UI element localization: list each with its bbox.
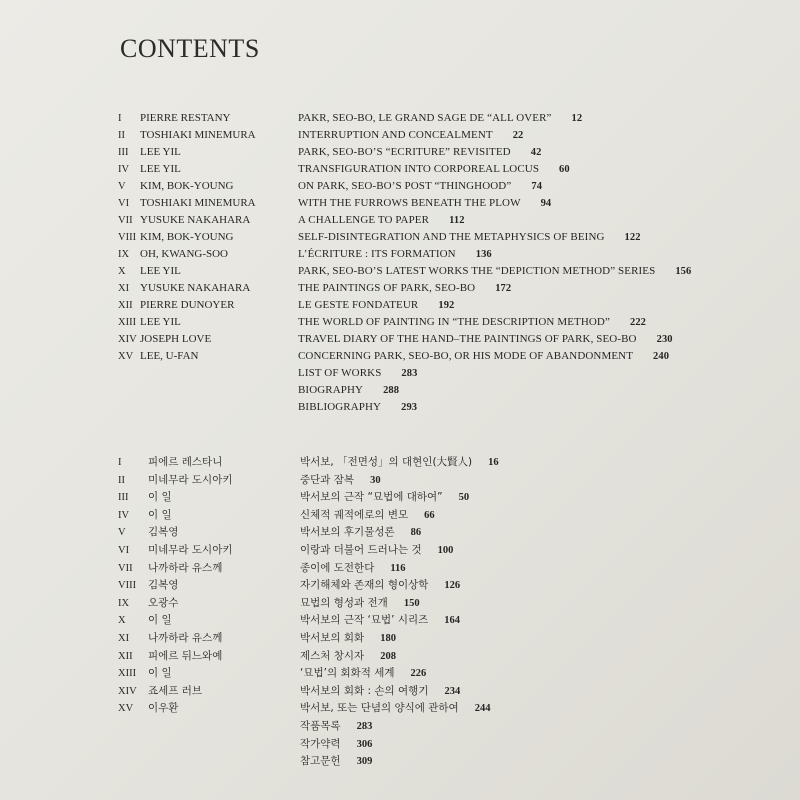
- chapter-number: IX: [118, 249, 130, 260]
- essay-title: [298, 331, 673, 348]
- author-name: KIM, BOK-YOUNG: [140, 231, 234, 243]
- korean-entry: [0, 665, 800, 683]
- page-number: 116: [390, 562, 406, 574]
- author-name: LEE YIL: [140, 316, 181, 328]
- page-number: 180: [380, 632, 396, 644]
- essay-title-text: 박서보의 근작 “묘법에 대하여”: [300, 491, 443, 504]
- page-number: 208: [380, 650, 396, 662]
- essay-title: [300, 612, 460, 630]
- author-name: 피에르 뒤느와예: [148, 649, 223, 662]
- page-number: 156: [675, 266, 692, 277]
- chapter-number: XI: [118, 632, 130, 644]
- chapter-number: IV: [118, 164, 130, 175]
- author-name: 이 일: [148, 667, 172, 680]
- appendix-title-text: LIST OF WORKS: [298, 367, 382, 379]
- essay-title-text: 중단과 잠복: [300, 473, 355, 486]
- author-name: 피에르 레스타니: [148, 456, 223, 468]
- essay-title-text: PAKR, SEO-BO, LE GRAND SAGE DE “ALL OVER”: [298, 112, 552, 124]
- english-entry: [0, 161, 800, 178]
- essay-title: [300, 472, 381, 490]
- essay-title: [300, 524, 421, 542]
- page-number: 293: [401, 402, 418, 413]
- author-name: LEE YIL: [140, 163, 181, 175]
- essay-title: [298, 280, 511, 297]
- essay-title-text: A CHALLENGE TO PAPER: [298, 214, 430, 226]
- author-name: 미네무라 도시아키: [148, 473, 233, 486]
- essay-title-text: 이랑과 더불어 드러나는 것: [300, 543, 422, 556]
- chapter-number: X: [118, 266, 126, 277]
- chapter-number: VI: [118, 544, 130, 556]
- page-number: 74: [531, 181, 543, 192]
- english-entry: [0, 314, 800, 331]
- korean-appendix-entry: [0, 753, 800, 771]
- essay-title-text: THE PAINTINGS OF PARK, SEO-BO: [298, 282, 476, 294]
- essay-title-text: SELF-DISINTEGRATION AND THE METAPHYSICS OF BEING: [298, 231, 605, 243]
- chapter-number: XII: [118, 650, 133, 662]
- essay-title-text: ON PARK, SEO-BO’S POST “THINGHOOD”: [298, 180, 512, 192]
- page-number: 283: [356, 720, 373, 732]
- page-number: 234: [444, 685, 461, 697]
- essay-title: [300, 595, 420, 613]
- chapter-number: III: [118, 492, 129, 504]
- essay-title-text: 박서보, 또는 단념의 양식에 관하여: [300, 702, 459, 715]
- author-name: 김복영: [148, 526, 179, 539]
- english-entry: [0, 280, 800, 297]
- chapter-number: XIV: [118, 334, 137, 345]
- essay-title: [300, 454, 499, 472]
- appendix-title-text: 참고문헌: [300, 755, 341, 768]
- essay-title-text: 종이에 도전한다: [300, 561, 375, 574]
- chapter-number: I: [118, 113, 122, 124]
- english-entry: [0, 178, 800, 195]
- essay-title-text: 박서보의 회화 : 손의 여행기: [300, 684, 429, 697]
- essay-title-text: 묘법의 형성과 전개: [300, 596, 388, 609]
- essay-title-text: 제스처 창시자: [300, 649, 365, 662]
- author-name: YUSUKE NAKAHARA: [140, 282, 251, 294]
- author-name: TOSHIAKI MINEMURA: [140, 129, 256, 141]
- essay-title: [300, 542, 453, 560]
- english-appendix-entry: [0, 382, 800, 399]
- korean-entry: [0, 648, 800, 666]
- essay-title: [298, 110, 582, 127]
- author-name: 이 일: [148, 614, 172, 627]
- chapter-number: V: [118, 527, 126, 539]
- english-entry: [0, 348, 800, 365]
- essay-title: [300, 507, 435, 525]
- essay-title: [300, 560, 406, 578]
- page-number: 22: [512, 130, 524, 141]
- korean-entry: [0, 577, 800, 595]
- author-name: LEE YIL: [140, 265, 181, 277]
- page-number: 112: [449, 215, 465, 226]
- essay-title: [298, 348, 669, 365]
- page-number: 230: [656, 334, 673, 345]
- page-number: 42: [530, 147, 542, 158]
- author-name: YUSUKE NAKAHARA: [140, 214, 251, 226]
- english-entry: [0, 212, 800, 229]
- english-contents: [0, 110, 800, 416]
- chapter-number: VII: [118, 215, 133, 226]
- korean-entry: [0, 630, 800, 648]
- page-number: 288: [383, 385, 400, 396]
- chapter-number: XIV: [118, 685, 137, 697]
- page-number: 283: [401, 368, 418, 379]
- page-number: 222: [629, 317, 647, 328]
- korean-appendix-entry: [0, 718, 800, 736]
- essay-title-text: THE WORLD OF PAINTING IN “THE DESCRIPTION METHOD”: [298, 316, 610, 328]
- contents-title: CONTENTS: [120, 34, 260, 63]
- page-number: 60: [559, 164, 570, 175]
- appendix-title: [300, 736, 372, 754]
- korean-entry: [0, 612, 800, 630]
- korean-entry: [0, 560, 800, 578]
- essay-title-text: 박서보의 회화: [300, 631, 365, 644]
- author-name: 이 일: [148, 491, 172, 504]
- korean-entry: [0, 489, 800, 507]
- essay-title: [298, 229, 641, 246]
- english-entry: [0, 229, 800, 246]
- chapter-number: VIII: [118, 232, 137, 243]
- chapter-number: II: [118, 474, 125, 486]
- page-number: 50: [458, 492, 470, 504]
- page-number: 16: [488, 457, 499, 468]
- chapter-number: XII: [118, 300, 133, 311]
- author-name: PIERRE RESTANY: [140, 112, 231, 124]
- essay-title: [298, 178, 542, 195]
- essay-title: [298, 127, 523, 144]
- author-name: 죠세프 러브: [148, 684, 203, 697]
- author-name: 나까하라 유스께: [148, 631, 223, 644]
- korean-entry: [0, 683, 800, 701]
- korean-contents: [0, 454, 800, 771]
- essay-title: [300, 489, 469, 507]
- english-entry: [0, 127, 800, 144]
- essay-title-text: WITH THE FURROWS BENEATH THE PLOW: [298, 197, 521, 209]
- chapter-number: XV: [118, 351, 134, 362]
- appendix-title: [298, 399, 417, 416]
- essay-title-text: 신체적 궤적에로의 변모: [300, 508, 409, 521]
- korean-entry: [0, 454, 800, 472]
- page-number: 164: [444, 615, 461, 627]
- page-number: 66: [424, 509, 435, 521]
- chapter-number: X: [118, 615, 126, 627]
- page-number: 12: [571, 113, 583, 124]
- chapter-number: XIII: [118, 668, 137, 680]
- page-number: 126: [444, 580, 461, 592]
- chapter-number: II: [118, 130, 125, 141]
- chapter-number: IX: [118, 597, 130, 609]
- author-name: 나까하라 유스께: [148, 561, 223, 574]
- appendix-title: [300, 718, 372, 736]
- author-name: 김복영: [148, 579, 179, 592]
- author-name: LEE YIL: [140, 146, 181, 158]
- appendix-title-text: 작가약력: [300, 737, 341, 750]
- english-entry: [0, 144, 800, 161]
- page-number: 309: [356, 756, 373, 768]
- appendix-title: [300, 753, 372, 771]
- chapter-number: VI: [118, 198, 130, 209]
- essay-title: [300, 630, 396, 648]
- page-number: 172: [495, 283, 512, 294]
- essay-title: [298, 161, 570, 178]
- page-number: 240: [653, 351, 670, 362]
- essay-title: [298, 246, 492, 263]
- essay-title-text: 박서보의 근작 ‘묘법’ 시리즈: [300, 614, 429, 627]
- english-entry: [0, 110, 800, 127]
- chapter-number: XV: [118, 703, 134, 715]
- essay-title-text: ‘묘법’의 회화적 세계: [300, 667, 395, 680]
- page-number: 136: [475, 249, 492, 260]
- author-name: KIM, BOK-YOUNG: [140, 180, 234, 192]
- author-name: JOSEPH LOVE: [140, 333, 212, 345]
- essay-title-text: CONCERNING PARK, SEO-BO, OR HIS MODE OF ABANDONMENT: [298, 350, 634, 362]
- author-name: PIERRE DUNOYER: [140, 299, 235, 311]
- page-number: 94: [540, 198, 552, 209]
- essay-title: [300, 700, 490, 718]
- page-number: 122: [624, 232, 641, 243]
- chapter-number: V: [118, 181, 126, 192]
- author-name: 이우환: [148, 702, 179, 715]
- author-name: 미네무라 도시아키: [148, 543, 233, 556]
- essay-title: [300, 683, 460, 701]
- page-number: 100: [437, 544, 454, 556]
- essay-title-text: 박서보, 「전면성」의 대현인(大賢人): [300, 456, 473, 468]
- essay-title-text: 박서보의 후기물성론: [300, 526, 395, 539]
- essay-title-text: LE GESTE FONDATEUR: [298, 299, 419, 311]
- appendix-title: [298, 382, 399, 399]
- english-entry: [0, 246, 800, 263]
- page-number: 86: [410, 527, 422, 539]
- author-name: OH, KWANG-SOO: [140, 248, 228, 260]
- english-entry: [0, 331, 800, 348]
- essay-title: [298, 144, 541, 161]
- chapter-number: III: [118, 147, 129, 158]
- english-entry: [0, 195, 800, 212]
- essay-title: [298, 263, 691, 280]
- page-number: 192: [438, 300, 455, 311]
- page-number: 150: [403, 597, 420, 609]
- essay-title: [298, 297, 454, 314]
- korean-entry: [0, 507, 800, 525]
- appendix-title: [298, 365, 417, 382]
- korean-entry: [0, 542, 800, 560]
- page-number: 244: [474, 703, 491, 715]
- essay-title-text: 자기해체와 존재의 형이상학: [300, 579, 429, 592]
- appendix-title-text: BIOGRAPHY: [298, 384, 364, 396]
- essay-title-text: PARK, SEO-BO’S “ECRITURE” REVISITED: [298, 146, 511, 158]
- korean-entry: [0, 595, 800, 613]
- korean-entry: [0, 700, 800, 718]
- essay-title: [300, 648, 396, 666]
- author-name: LEE, U-FAN: [140, 350, 199, 362]
- essay-title-text: L’ÉCRITURE : ITS FORMATION: [298, 248, 456, 260]
- chapter-number: XI: [118, 283, 130, 294]
- essay-title-text: TRANSFIGURATION INTO CORPOREAL LOCUS: [298, 163, 540, 175]
- chapter-number: XIII: [118, 317, 137, 328]
- essay-title: [298, 195, 551, 212]
- author-name: 오광수: [148, 596, 179, 609]
- chapter-number: VII: [118, 562, 133, 574]
- page-number: 226: [410, 668, 427, 680]
- essay-title: [298, 314, 646, 331]
- page-number: 306: [356, 738, 373, 750]
- english-appendix-entry: [0, 365, 800, 382]
- english-appendix-entry: [0, 399, 800, 416]
- essay-title-text: INTERRUPTION AND CONCEALMENT: [298, 129, 493, 141]
- appendix-title-text: 작품목록: [300, 719, 341, 732]
- english-entry: [0, 263, 800, 280]
- page-number: 30: [370, 474, 381, 486]
- korean-entry: [0, 524, 800, 542]
- essay-title: [300, 665, 426, 683]
- chapter-number: VIII: [118, 580, 137, 592]
- author-name: TOSHIAKI MINEMURA: [140, 197, 256, 209]
- author-name: 이 일: [148, 508, 172, 521]
- essay-title: [298, 212, 465, 229]
- korean-appendix-entry: [0, 736, 800, 754]
- chapter-number: I: [118, 457, 122, 468]
- appendix-title-text: BIBLIOGRAPHY: [298, 401, 382, 413]
- essay-title: [300, 577, 460, 595]
- essay-title-text: PARK, SEO-BO’S LATEST WORKS THE “DEPICTION METHOD” SERIES: [298, 265, 656, 277]
- korean-entry: [0, 472, 800, 490]
- essay-title-text: TRAVEL DIARY OF THE HAND–THE PAINTINGS OF PARK, SEO-BO: [298, 333, 637, 345]
- chapter-number: IV: [118, 509, 130, 521]
- english-entry: [0, 297, 800, 314]
